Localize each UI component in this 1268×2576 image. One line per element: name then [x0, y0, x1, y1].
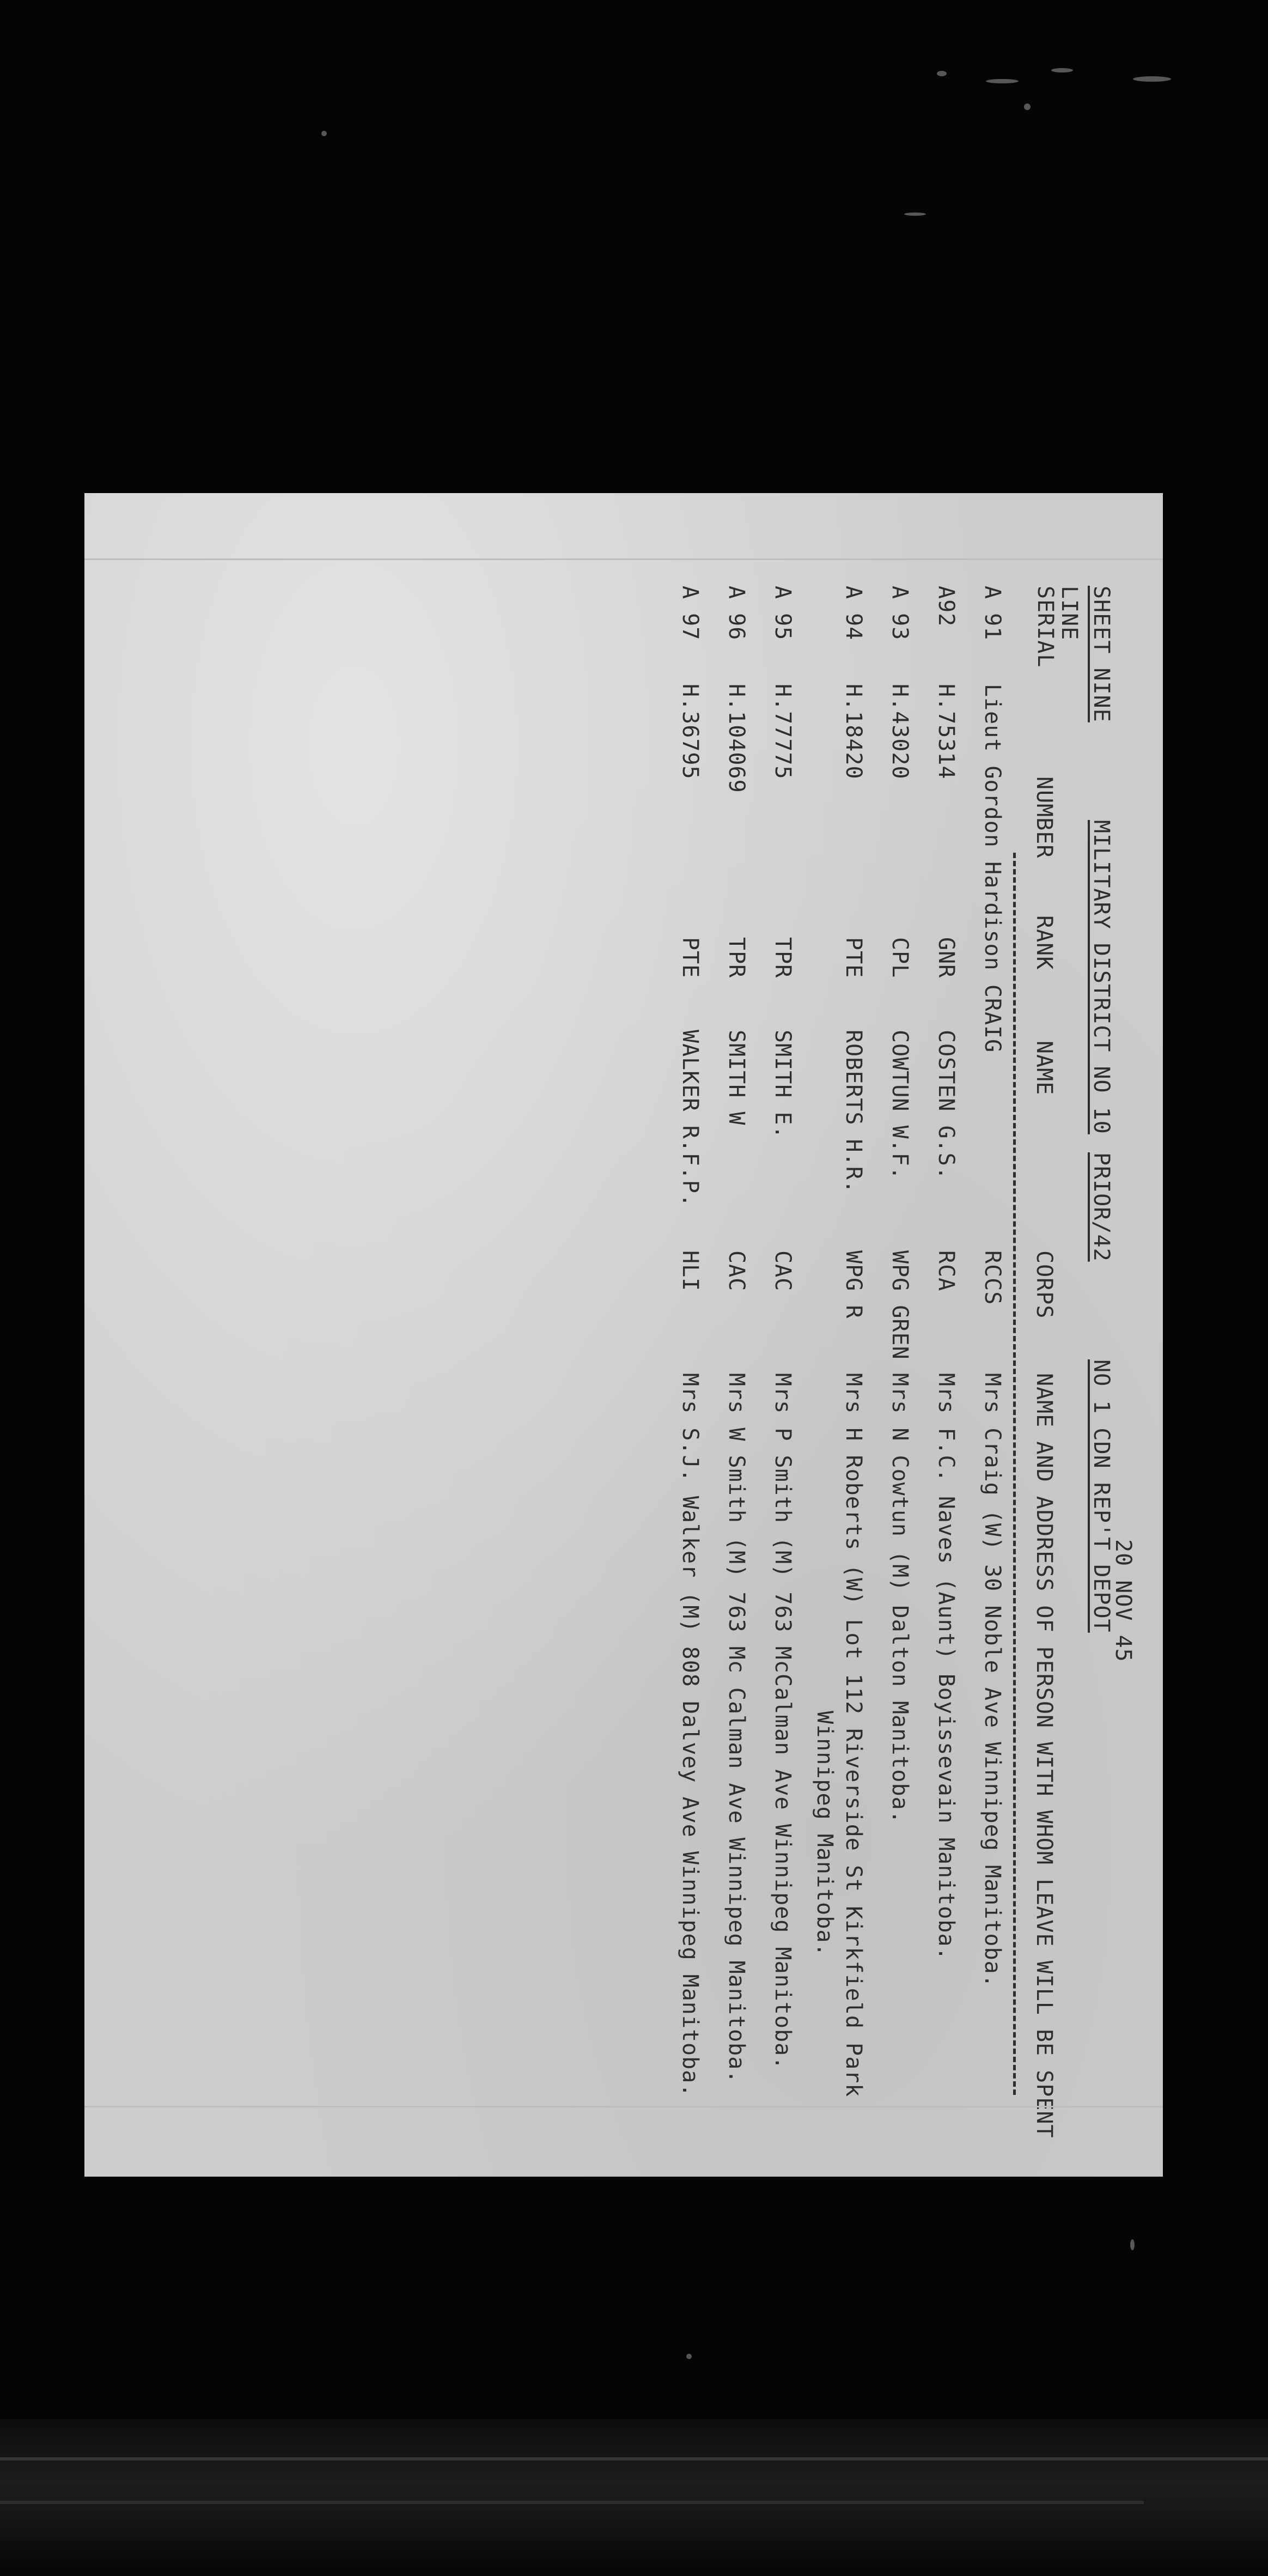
- sheet-content: [84, 493, 1163, 2177]
- row-name: COWTUN W.F.: [887, 1030, 912, 1180]
- film-speck: [986, 79, 1019, 83]
- row-rank: PTE: [841, 937, 866, 979]
- row-rank: TPR: [770, 937, 795, 979]
- sheet-label: SHEET NINE: [1089, 586, 1114, 722]
- film-strip-edge: [0, 2419, 1268, 2576]
- priority-label: PRIOR/42: [1089, 1152, 1114, 1262]
- document-sheet: [84, 493, 1163, 2177]
- film-streak: [0, 2501, 1144, 2504]
- row-corps: WPG R: [841, 1250, 866, 1319]
- row-rank: PTE: [678, 937, 703, 979]
- row-serial: A 95: [770, 586, 795, 641]
- row-corps: HLI: [678, 1250, 703, 1292]
- row-number: H.43020: [887, 684, 912, 780]
- row-address: Mrs S.J. Walker (M) 808 Dalvey Ave Winnipeg Manitoba.: [678, 1373, 703, 2098]
- row-name: ROBERTS H.R.: [841, 1030, 866, 1194]
- film-speck: [1051, 68, 1073, 72]
- row-number: H.36795: [678, 684, 703, 780]
- column-line-serial: LINE SERIAL: [1033, 586, 1082, 668]
- column-name: NAME: [1032, 1041, 1057, 1096]
- row-number: Lieut Gordon Hardison CRAIG: [980, 684, 1005, 1053]
- film-streak: [0, 2457, 1268, 2460]
- row-address: Mrs F.C. Naves (Aunt) Boyissevain Manitoba.: [934, 1373, 959, 1961]
- row-rank: GNR: [934, 937, 959, 979]
- row-name: SMITH E.: [770, 1030, 795, 1139]
- row-name: SMITH W: [724, 1030, 749, 1126]
- document-date: 20 NOV 45: [1111, 1539, 1136, 1662]
- column-address: NAME AND ADDRESS OF PERSON WITH WHOM LEAVE WILL BE SPENT: [1032, 1373, 1057, 2138]
- film-speck: [937, 71, 947, 76]
- row-rank: TPR: [724, 937, 749, 979]
- column-corps: CORPS: [1032, 1250, 1057, 1319]
- row-name: WALKER R.F.P.: [678, 1030, 703, 1208]
- header-rule: [1013, 853, 1016, 2095]
- margin-line: [84, 2106, 1163, 2107]
- row-corps: CAC: [770, 1250, 795, 1292]
- row-address: Mrs N Cowtun (M) Dalton Manitoba.: [887, 1373, 912, 1824]
- film-speck: [1133, 76, 1171, 82]
- row-corps: CAC: [724, 1250, 749, 1292]
- row-serial: A 94: [841, 586, 866, 641]
- district-label: MILITARY DISTRICT NO 10: [1089, 820, 1114, 1134]
- row-corps: WPG GREN: [887, 1250, 912, 1360]
- depot-label: NO 1 CDN REP'T DEPOT: [1089, 1359, 1114, 1633]
- row-address: Mrs W Smith (M) 763 Mc Calman Ave Winnipeg Manitoba.: [724, 1373, 749, 2084]
- film-speck: [686, 2354, 692, 2359]
- row-corps: RCCS: [980, 1250, 1005, 1305]
- row-number: H.77775: [770, 684, 795, 780]
- film-speck: [904, 212, 926, 216]
- column-number: NUMBER: [1032, 776, 1057, 859]
- row-number: H.104069: [724, 684, 749, 793]
- row-address: Mrs Craig (W) 30 Noble Ave Winnipeg Manitoba.: [980, 1373, 1005, 1988]
- row-address: Mrs H Roberts (W) Lot 112 Riverside St Kirkfield Park: [841, 1373, 866, 2098]
- row-rank: CPL: [887, 937, 912, 979]
- film-speck: [321, 131, 327, 136]
- row-name: COSTEN G.S.: [934, 1030, 959, 1180]
- row-address-continued: Winnipeg Manitoba.: [812, 1711, 837, 1957]
- row-address: Mrs P Smith (M) 763 McCalman Ave Winnipeg Manitoba.: [770, 1373, 795, 2070]
- row-corps: RCA: [934, 1250, 959, 1292]
- row-number: H.75314: [934, 684, 959, 780]
- film-speck: [1130, 2239, 1135, 2250]
- row-serial: A 97: [678, 586, 703, 641]
- film-speck: [1024, 104, 1031, 110]
- row-serial: A 93: [887, 586, 912, 641]
- row-serial: A92: [934, 586, 959, 627]
- margin-line: [84, 558, 1163, 560]
- row-serial: A 96: [724, 586, 749, 641]
- row-number: H.18420: [841, 684, 866, 780]
- row-serial: A 91: [980, 586, 1005, 641]
- column-rank: RANK: [1032, 915, 1057, 970]
